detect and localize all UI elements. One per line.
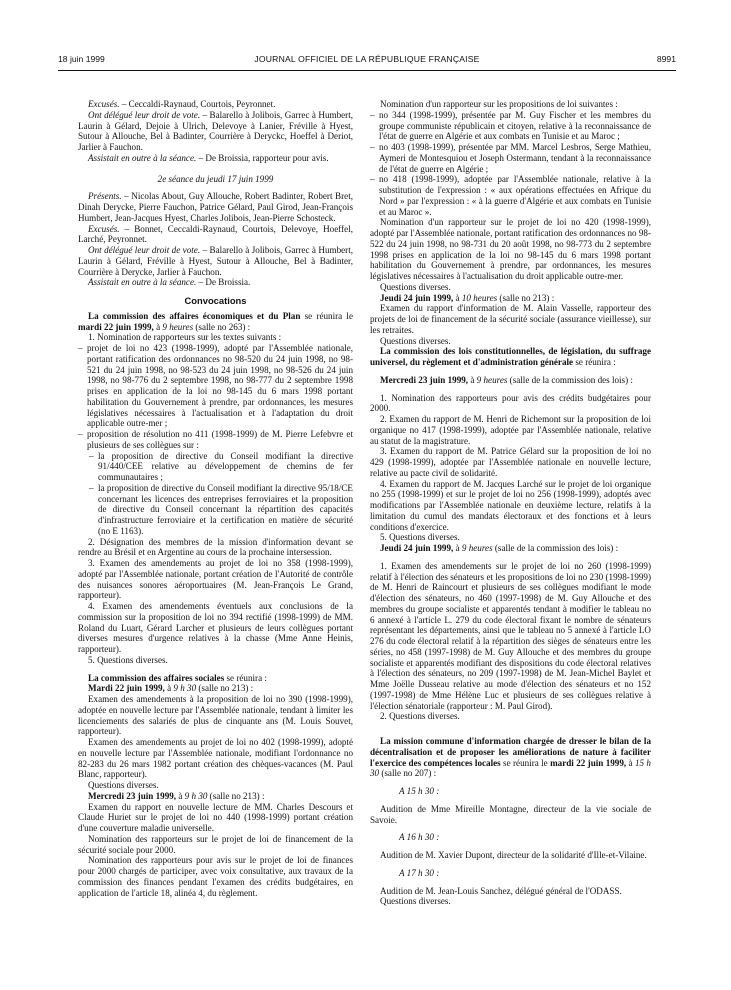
- j24-salle: (salle no 213) :: [497, 292, 555, 303]
- excuses-para: [78, 99, 353, 110]
- ce-intro-text: se réunira le: [300, 310, 353, 321]
- delegue-para: [78, 110, 353, 153]
- time-slot-2: A 16 h 30 :: [399, 832, 440, 843]
- cs-d1-date: Mardi 22 juin 1999,: [88, 683, 165, 694]
- j24-a: à: [453, 292, 462, 303]
- m23-item: 3. Examen du rapport de M. Patrice Gélard sur la proposition de loi no 429 (1998-1999), adoptée par l'Assemblée nationale en nouvelle lecture, relative au pacte civil de solidarité.: [370, 446, 651, 478]
- ce-intro: [78, 311, 353, 333]
- list-item: – proposition de résolution no 411 (1998-1999) de M. Pierre Lefebvre et plusieurs de ses collègues sur :: [78, 429, 353, 451]
- j24-p1: Examen du rapport d'information de M. Alain Vasselle, rapporteur des projets de loi de financement de la sécurité sociale (assurance vieillesse), sur les retraites.: [370, 303, 651, 335]
- m23-heading: [370, 375, 651, 386]
- excuses2-para: [78, 224, 353, 246]
- time-slot-3: A 17 h 30 :: [399, 867, 440, 878]
- list-item: – no 403 (1998-1999), présentée par MM. Marcel Lesbros, Serge Mathieu, Aymeri de Montesquiou et Joseph Ostermann, tendant à la reconnaissance de l'état de guerre en Algérie ;: [370, 142, 651, 174]
- audition-3: Audition de M. Jean-Louis Sanchez, délégué général de l'ODASS.: [380, 885, 622, 896]
- m23-item: 4. Examen du rapport de M. Jacques Larché sur le projet de loi organique no 255 (1998-1999) et sur le projet de loi no 256 (1998-1999), adoptés avec modifications par l'Assemblée nationale en deuxième lecture, relatifs à la limitation du cumul des mandats électoraux et des fonctions et à leurs conditions d'exercice.: [370, 478, 651, 532]
- cs-d2-time: 9 h 30: [184, 790, 208, 801]
- list-item: – projet de loi no 423 (1998-1999), adopté par l'Assemblée nationale, portant ratification des ordonnances no 98-520 du 24 juin 1998, no 98-521 du 24 juin 1998, no 98-523 du 24 juin 1998, no 98-526 du 24 juin 1998, no 98-776 du 2 septembre 1998, no 98-777 du 2 septembre 1998 prises en application de la loi no 98-145 du 6 mars 1998 portant habilitation du Gouvernement à prendre, par ordonnances, les mesures législatives nécessaires à l'actualisation et à l'adaptation du droit applicable outre-mer ;: [78, 343, 353, 429]
- ce-bullets: [78, 343, 353, 537]
- nomination-intro: Nomination d'un rapporteur sur les propositions de loi suivantes :: [380, 99, 618, 109]
- m23-salle: (salle de la commission des lois) :: [507, 374, 633, 385]
- header-date: 18 juin 1999: [58, 54, 105, 64]
- j24b-heading: [370, 543, 651, 554]
- mi-date: mardi 22 juin 1999,: [550, 757, 627, 768]
- assistait-para: [78, 153, 353, 164]
- excuses2-label: Excusés.: [88, 223, 120, 234]
- delegue2-label: Ont délégué leur droit de vote.: [88, 245, 201, 255]
- mi-time: 15 h 30: [370, 757, 651, 779]
- j24b-item: 1. Examen des amendements sur le projet de loi no 260 (1998-1999) relatif à l'élection des sénateurs et les propositions de loi no 230 (1998-1999) de M. Henri de Raincourt et plusieurs de ses collègues modifiant le mode d'élection des sénateurs, no 460 (1997-1998) de M. Guy Allouche et des membres du groupe socialiste et apparentés tendant à modifier le tableau no 6 annexé à l'article L. 279 du code électoral fixant le nombre de sénateurs représentant les départements, ainsi que le tableau no 5 annexé à l'article LO 276 du code électoral relatif à la répartition des sièges de sénateurs entre les séries, no 458 (1997-1998) de M. Guy Allouche et des membres du groupe socialiste et apparentés modifiant des dispositions du code électoral relatives à l'élection des sénateurs, no 209 (1997-1998) de M. Jean-Michel Baylet et Mme Joëlle Dusseau relative au mode d'élection des sénateurs et no 152 (1997-1998) de Mme Hélène Luc et plusieurs de ses collègues relative à l'élection sénatoriale (rapporteur : M. Paul Girod).: [370, 560, 651, 711]
- j24b-time: 9 heures: [461, 543, 493, 553]
- convocations-heading: Convocations: [184, 295, 247, 306]
- list-item: – no 418 (1998-1999), adoptée par l'Assemblée nationale, relative à la substitution de l'expression : « aux opérations effectuées en Afrique du Nord » par l'expression : « à la guerre d'Algérie et aux combats en Tunisie et au Maroc ».: [370, 174, 651, 217]
- m23-date: Mercredi 23 juin 1999,: [380, 374, 469, 385]
- ce-date: mardi 22 juin 1999,: [78, 321, 154, 332]
- delegue2-text: – Balarello à Jolibois, Garrec à Humbert, Laurin à Gélard, Fréville à Hyest, Sutour à Allouche, Bel à Badinter, Courrière à Derycke, Jarlier à Fauchon.: [78, 245, 353, 277]
- excuses-text: – Ceccaldi-Raynaud, Courtois, Peyronnet.: [119, 99, 276, 109]
- cs-intro-text: se réunira :: [224, 672, 267, 683]
- ce-item-3: 3. Examen des amendements au projet de loi no 358 (1998-1999), adopté par l'Assemblée nationale, portant création de l'Autorité de contrôle des nuisances sonores aéroportuaires (M. Jean-François Le Grand, rapporteur).: [78, 558, 353, 601]
- cs-d2-p2: Nomination des rapporteurs sur le projet de loi de financement de la sécurité sociale pour 2000.: [78, 833, 353, 855]
- header-rule: [58, 70, 676, 71]
- questions-diverses-1: Questions diverses.: [380, 281, 451, 292]
- audition-1: Audition de Mme Mireille Montagne, directeur de la vie sociale de Savoie.: [370, 803, 651, 825]
- list-item: – no 344 (1998-1999), présentée par M. Guy Fischer et les membres du groupe communiste républicain et citoyen, relative à la reconnaissance de l'état de guerre en Algérie et aux combats en Tunisie et au Maroc ;: [370, 110, 651, 142]
- j24b-date: Jeudi 24 juin 1999,: [380, 543, 454, 553]
- sub-list-item: – la proposition de directive du Conseil modifiant la directive 91/440/CEE relative au développement de chemins de fer communautaires ;: [78, 451, 353, 483]
- j24b-a: à: [453, 543, 462, 553]
- cs-d1-salle: (salle no 213) :: [196, 683, 254, 694]
- assistait2-label: Assistait en outre à la séance.: [88, 277, 197, 288]
- nomination-list: [370, 110, 651, 218]
- assistait2-text: – De Broissia.: [196, 277, 251, 288]
- mi-salle: (salle no 207) :: [379, 768, 437, 779]
- j24b-salle: (salle de la commission des lois) :: [492, 543, 619, 553]
- audition-2: Audition de M. Xavier Dupont, directeur de la solidarité d'Ille-et-Vilaine.: [380, 850, 647, 860]
- j24-date: Jeudi 24 juin 1999,: [380, 292, 454, 303]
- cs-d1-p1: Examen des amendements à la proposition de loi no 390 (1998-1999), adoptée en nouvelle lecture par l'Assemblée nationale, tendant à limiter les licenciements des salariés de plus de cinquante ans (M. Louis Souvet, rapporteur).: [78, 694, 353, 737]
- m23-item: 1. Nomination des rapporteurs pour avis des crédits budgétaires pour 2000.: [370, 392, 651, 414]
- ce-time: 9 heures: [162, 321, 194, 332]
- ce-item-2: 2. Désignation des membres de la mission d'information devant se rendre au Brésil et en Argentine au cours de la prochaine intersession.: [78, 536, 353, 558]
- cs-d1-p3: Questions diverses.: [88, 780, 159, 790]
- cs-d1-time: 9 h 30: [173, 683, 197, 694]
- cs-d2-date: Mercredi 23 juin 1999,: [88, 790, 177, 801]
- mi-intro-text: se réunira le: [500, 757, 551, 768]
- cs-day2: [78, 791, 353, 802]
- cs-d1-p2: Examen des amendements au projet de loi no 402 (1998-1999), adopté en nouvelle lecture par l'Assemblée nationale, modifiant l'ordonnance no 82-283 du 26 mars 1982 portant création des chèques-vacances (M. Paul Blanc, rapporteur).: [78, 737, 353, 780]
- page-number: 8991: [656, 54, 676, 64]
- assistait-label: Assistait en outre à la séance.: [88, 152, 197, 163]
- ce-item-4: 4. Examen des amendements éventuels aux conclusions de la commission sur la proposition de loi no 394 rectifié (1998-1999) de MM. Roland du Luart, Gérard Larcher et plusieurs de leurs collègues portant diverses mesures d'urgence relatives à la chasse (Mme Anne Heinis, rapporteur).: [78, 601, 353, 654]
- cl-commission-name: La commission des lois constitutionnelles, de législation, du suffrage universel, du règlement et d'administration générale: [370, 346, 651, 367]
- cs-day1: [78, 683, 353, 694]
- journal-title: JOURNAL OFFICIEL DE LA RÉPUBLIQUE FRANÇAISE: [254, 54, 480, 64]
- m23-item: 5. Questions diverses.: [380, 532, 460, 543]
- j24b-item: 2. Questions diverses.: [380, 711, 460, 722]
- questions-diverses-2: Questions diverses.: [380, 335, 451, 346]
- mi-intro: [370, 736, 651, 779]
- cs-d2-p3: Nomination des rapporteurs pour avis sur le projet de loi de finances pour 2000 chargés de participer, avec voix consultative, aux travaux de la commission des finances pendant l'examen des crédits budgétaires, en application de l'article 18, alinéa 4, du règlement.: [78, 855, 353, 898]
- cs-commission-name: La commission des affaires sociales: [88, 672, 225, 683]
- nomination-rapporteur: Nomination d'un rapporteur sur le projet de loi no 420 (1998-1999), adopté par l'Assemblée nationale, portant ratification des ordonnances no 98-522 du 24 juin 1998, no 98-731 du 20 août 1998, no 98-773 du 2 septembre 1998 prises en application de la loi no 98-145 du 6 mars 1998 portant habilitation du Gouvernement à prendre, par ordonnances, les mesures législatives nécessaires à l'actualisation du droit applicable outre-mer.: [370, 217, 651, 281]
- left-column: [78, 99, 353, 898]
- cs-d1-a: à: [164, 683, 174, 694]
- delegue-text: – Balarello à Jolibois, Garrec à Humbert, Laurin à Gélard, Dejoie à Ulrich, Delevoye à Lanier, Fréville à Hyest, Sutour à Allouche, Bel à Badinter, Courrière à Deryckc, Hoeffel à Deriot, Jarlier à Fauchon.: [78, 109, 353, 152]
- assistait2-para: [78, 277, 353, 288]
- cs-d2-p1: Examen du rapport en nouvelle lecture de MM. Charles Descours et Claude Huriet sur le projet de loi no 440 (1998-1999) portant création d'une couverture maladie universelle.: [78, 801, 353, 833]
- assistait-text: – De Broissia, rapporteur pour avis.: [196, 152, 329, 163]
- m23-a: à: [468, 374, 477, 385]
- seance-title: 2e séance du jeudi 17 juin 1999: [157, 173, 274, 184]
- presents-label: Présents.: [88, 191, 122, 202]
- right-column: [370, 99, 651, 907]
- m23-time: 9 heures: [476, 374, 508, 385]
- j24-time: 10 heures: [461, 292, 498, 303]
- delegue2-para: [78, 245, 353, 277]
- jeudi-24-heading: [370, 293, 651, 304]
- ce-salle: (salle no 263) :: [193, 321, 251, 332]
- cl-intro-text: se réunira :: [573, 357, 616, 367]
- excuses2-text: – Bonnet, Ceccaldi-Raynaud, Courtois, Delevoye, Hoeffel, Larché, Peyronnet.: [78, 223, 353, 245]
- sub-list-item: – la proposition de directive du Conseil modifiant la directive 95/18/CE concernant les licences des entreprises ferroviaires et la proposition de directive du Conseil concernant la répartition des capacités d'infrastructure ferroviaire et la certification en matière de sécurité (no E 1163).: [78, 483, 353, 537]
- time-slot-1: A 15 h 30 :: [399, 786, 440, 796]
- questions-diverses-3: Questions diverses.: [380, 896, 451, 907]
- cl-intro: [370, 346, 651, 368]
- ce-commission-name: La commission des affaires économiques et du Plan: [88, 310, 301, 321]
- cs-intro: [78, 673, 353, 684]
- mi-mission-name: La mission commune d'information chargée de dresser le bilan de la décentralisation et de proposer les améliorations de nature à faciliter l'exercice des compétences locales: [370, 736, 651, 768]
- cs-d2-a: à: [176, 790, 185, 801]
- presents-para: [78, 191, 353, 223]
- presents-text: – Nicolas About, Guy Allouche, Robert Badinter, Robert Bret, Dinah Derycke, Pierre Fauchon, Patrice Gélard, Paul Girod, Jean-François Humbert, Jean-Jacques Hyest, Charles Jolibois, Jean-Pierre Schosteck.: [78, 191, 353, 223]
- ce-item-1: 1. Nomination de rapporteurs sur les textes suivants :: [88, 332, 282, 343]
- ce-a: à: [153, 321, 163, 332]
- mi-a: à: [626, 757, 635, 768]
- ce-item-5: 5. Questions diverses.: [88, 654, 168, 665]
- excuses-label: Excusés.: [88, 99, 120, 109]
- delegue-label: Ont délégué leur droit de vote.: [88, 109, 201, 120]
- cs-d2-salle: (salle no 213) :: [207, 790, 265, 801]
- page-header: [58, 54, 676, 68]
- m23-item: 2. Examen du rapport de M. Henri de Richemont sur la proposition de loi organique no 417 (1998-1999), adoptée par l'Assemblée nationale, relative au statut de la magistrature.: [370, 414, 651, 446]
